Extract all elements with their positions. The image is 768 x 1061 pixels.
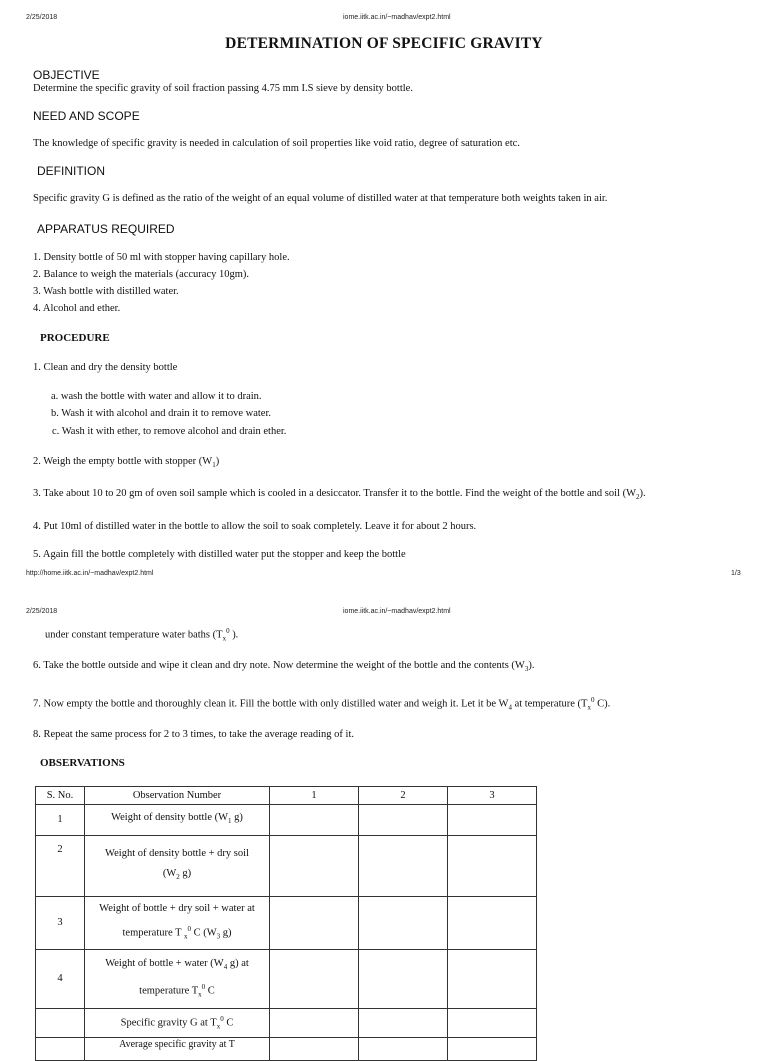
table-cell-value (270, 950, 359, 1009)
procedure-step-5: 5. Again fill the bottle completely with distilled water put the stopper and keep the bottle (33, 549, 406, 560)
table-row (36, 805, 537, 836)
footer-url: http://home.iitk.ac.in/~madhav/expt2.html (26, 570, 154, 577)
table-cell-value (270, 805, 359, 836)
procedure-step-8: 8. Repeat the same process for 2 to 3 times, to take the average reading of it. (33, 729, 355, 740)
table-cell-sno: 1 (36, 805, 85, 836)
table-cell-value (270, 836, 359, 897)
definition-text: Specific gravity G is defined as the ratio of the weight of an equal volume of distilled water at that temperature both weights taken in air. (33, 193, 608, 204)
apparatus-item: 4. Alcohol and ether. (33, 303, 121, 314)
apparatus-item: 1. Density bottle of 50 ml with stopper having capillary hole. (33, 252, 290, 263)
procedure-substep: b. Wash it with alcohol and drain it to remove water. (51, 408, 271, 419)
table-cell-description: Weight of density bottle ($W_1$ g) (85, 805, 270, 836)
table-cell-value (448, 1009, 537, 1038)
table-cell-value (448, 836, 537, 897)
observations-table (35, 786, 537, 1061)
procedure-step-4: 4. Put 10ml of distilled water in the bottle to allow the soil to soak completely. Leave it for about 2 hours. (33, 521, 477, 532)
table-cell-value (270, 1009, 359, 1038)
procedure-step-2: 2. Weigh the empty bottle with stopper $(W_1)$ (33, 456, 220, 470)
procedure-step-6: 6. Take the bottle outside and wipe it clean and dry note. Now determine the weight of the bottle and the contents $(W_3)$. (33, 660, 535, 674)
header-url: iome.iitk.ac.in/~madhav/expt2.html (343, 608, 451, 615)
procedure-step-3: 3. Take about 10 to 20 gm of oven soil sample which is cooled in a desiccator. Transfer it to the bottle. Find the weight of the bottle and soil $(W_2)$. (33, 488, 646, 502)
page-title: DETERMINATION OF SPECIFIC GRAVITY (225, 35, 543, 52)
table-cell-value (359, 950, 448, 1009)
table-header-cell: 3 (448, 787, 537, 805)
procedure-substep: a. wash the bottle with water and allow it to drain. (51, 391, 262, 402)
table-cell-sno (36, 1037, 85, 1060)
table-cell-value (359, 1009, 448, 1038)
table-cell-sno: 2 (36, 836, 85, 897)
procedure-heading: PROCEDURE (40, 332, 110, 344)
table-cell-value (448, 950, 537, 1009)
table-row (36, 836, 537, 897)
table-cell-description: Specific gravity G at $T_x^0$ C (85, 1009, 270, 1038)
header-url: iome.iitk.ac.in/~madhav/expt2.html (343, 14, 451, 21)
table-cell-sno: 3 (36, 897, 85, 950)
table-cell-value (359, 836, 448, 897)
table-cell-value (359, 897, 448, 950)
procedure-substep: c. Wash it with ether, to remove alcohol and drain ether. (52, 426, 287, 437)
objective-heading: OBJECTIVE (33, 68, 100, 82)
apparatus-item: 3. Wash bottle with distilled water. (33, 286, 179, 297)
apparatus-heading: APPARATUS REQUIRED (37, 222, 175, 236)
table-cell-value (359, 805, 448, 836)
table-header-row (36, 787, 537, 805)
table-row (36, 1009, 537, 1038)
table-cell-value (448, 805, 537, 836)
table-row (36, 897, 537, 950)
definition-heading: DEFINITION (37, 164, 105, 178)
table-cell-sno: 4 (36, 950, 85, 1009)
table-header-cell: S. No. (36, 787, 85, 805)
table-cell-value (270, 897, 359, 950)
need-heading: NEED AND SCOPE (33, 109, 140, 123)
table-cell-value (359, 1037, 448, 1060)
table-cell-sno (36, 1009, 85, 1038)
header-date: 2/25/2018 (26, 608, 58, 615)
need-text: The knowledge of specific gravity is needed in calculation of soil properties like void ratio, degree of saturation etc. (33, 138, 520, 149)
table-cell-description: Weight of bottle + water ($W_4$ g) at temperature $T_x^0$ C (85, 950, 270, 1009)
apparatus-item: 2. Balance to weigh the materials (accuracy 10gm). (33, 269, 250, 280)
table-row (36, 950, 537, 1009)
table-cell-description: Average specific gravity at T (85, 1037, 270, 1060)
table-cell-description: Weight of bottle + dry soil + water at temperature T $_x^0$ C ($W_3$ g) (85, 897, 270, 950)
objective-text: Determine the specific gravity of soil fraction passing 4.75 mm I.S sieve by density bottle. (33, 83, 413, 94)
procedure-step-1: 1. Clean and dry the density bottle (33, 362, 178, 373)
footer-page-number: 1/3 (731, 570, 741, 577)
table-header-cell: 1 (270, 787, 359, 805)
header-date: 2/25/2018 (26, 14, 58, 21)
table-header-cell: Observation Number (85, 787, 270, 805)
table-cell-value (448, 897, 537, 950)
table-header-cell: 2 (359, 787, 448, 805)
table-cell-value (448, 1037, 537, 1060)
table-cell-value (270, 1037, 359, 1060)
procedure-step-5-continued: under constant temperature water baths ($T_x^0$ ). (45, 627, 239, 643)
observations-heading: OBSERVATIONS (40, 757, 125, 769)
table-row-partial (36, 1037, 537, 1060)
procedure-step-7: 7. Now empty the bottle and thoroughly clean it. Fill the bottle with only distilled water and weigh it. Let it be $W_4$ at temperature ($T_x^0$ C). (33, 696, 611, 712)
table-cell-description: Weight of density bottle + dry soil ($W_2$ g) (85, 836, 270, 897)
